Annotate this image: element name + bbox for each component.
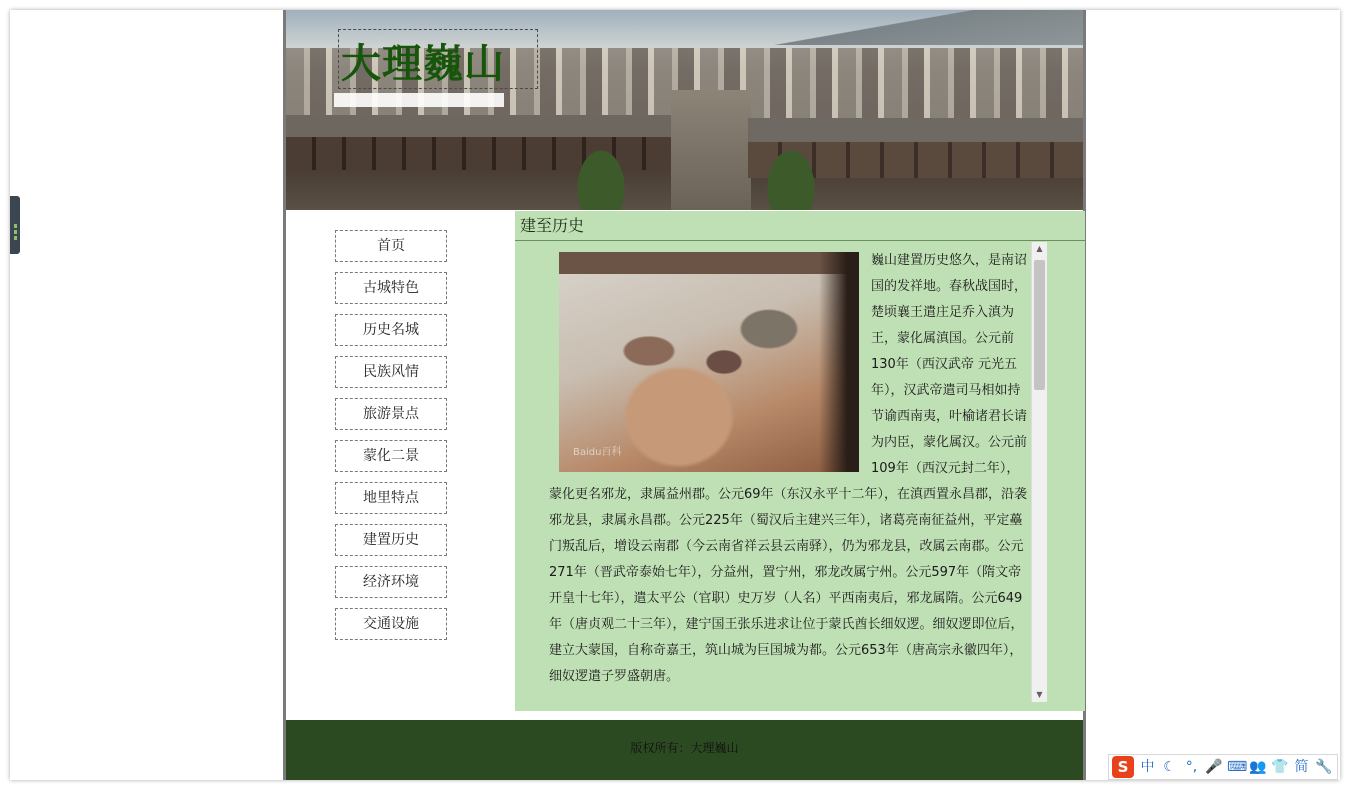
scroll-up-arrow-icon[interactable]: ▲	[1036, 244, 1043, 253]
microphone-icon[interactable]: 🎤	[1205, 759, 1223, 775]
nav-item-ancient-city[interactable]: 古城特色	[335, 272, 447, 304]
punctuation-icon[interactable]: °,	[1185, 759, 1198, 775]
nav-item-geography[interactable]: 地里特点	[335, 482, 447, 514]
half-width-icon[interactable]: ☾	[1163, 759, 1176, 775]
article-text	[515, 242, 1032, 690]
scroll-thumb[interactable]	[1034, 260, 1045, 390]
side-drawer-handle[interactable]	[10, 196, 20, 254]
settings-wrench-icon[interactable]: 🔧	[1315, 759, 1333, 775]
scroll-down-arrow-icon[interactable]: ▼	[1036, 690, 1043, 699]
content-panel	[515, 211, 1085, 711]
nav-item-economy[interactable]: 经济环境	[335, 566, 447, 598]
sidebar-nav	[335, 230, 447, 650]
chinese-mode-icon[interactable]: 中	[1140, 759, 1155, 775]
content-scroll-area[interactable]	[515, 242, 1050, 711]
simplified-chinese-icon[interactable]: 简	[1294, 759, 1309, 775]
ime-toolbar[interactable]	[1108, 754, 1338, 780]
nav-item-history[interactable]: 建置历史	[335, 524, 447, 556]
page-container	[283, 10, 1086, 780]
nav-item-historic-city[interactable]: 历史名城	[335, 314, 447, 346]
nav-item-attractions[interactable]: 旅游景点	[335, 398, 447, 430]
article-body: 巍山建置历史悠久，是南诏国的发祥地。春秋战国时，楚顷襄王遣庄足乔入滇为王，蒙化属滇国。公元前130年（西汉武帝 元光五年），汉武帝遣司马相如持节谕西南夷，叶榆诸君长请为内臣，蒙化属汉。公元前109年（西汉元封二年），蒙化更名邪龙，隶属益州郡。公元69年（东汉永平十二年），在滇西置永昌郡，沿袭邪龙县，隶属永昌郡。公元225年（蜀汉后主建兴三年），诸葛亮南征益州，平定蘲门叛乱后，增设云南郡（今云南省祥云县云南驿），仍为邪龙县，改属云南郡。公元271年（晋武帝泰始七年），分益州，置宁州，邪龙改属宁州。公元597年（隋文帝开皇十七年），遣太平公（官职）史万岁（人名）平西南夷后，邪龙属隋。公元649年（唐贞观二十三年），建宁国王张乐进求让位于蒙氏酋长细奴逻。细奴逻即位后，建立大蒙国，自称奇嘉王，筑山城为巨国城为都。公元653年（唐高宗永徽四年），细奴逻遣子罗盛朝唐。	[549, 253, 1028, 684]
keyboard-icon[interactable]: ⌨	[1227, 759, 1248, 775]
content-heading: 建至历史	[515, 211, 1085, 241]
nav-item-transport[interactable]: 交通设施	[335, 608, 447, 640]
header-banner-image	[286, 10, 1083, 210]
site-title-reflection	[334, 93, 504, 107]
content-scrollbar[interactable]	[1031, 242, 1047, 702]
site-title: 大理巍山	[341, 41, 505, 87]
mural-photo	[559, 252, 859, 472]
sogou-logo-icon[interactable]: S	[1112, 756, 1134, 778]
nav-item-home[interactable]: 首页	[335, 230, 447, 262]
nav-item-menghua-scenes[interactable]: 蒙化二景	[335, 440, 447, 472]
footer-copyright: 版权所有：大理巍山	[630, 741, 739, 755]
nav-item-ethnic-customs[interactable]: 民族风情	[335, 356, 447, 388]
image-watermark: Baidu百科	[573, 447, 622, 458]
skin-icon[interactable]: 👕	[1271, 759, 1289, 775]
user-icon[interactable]: 👥	[1249, 759, 1267, 775]
page-footer	[286, 720, 1083, 780]
